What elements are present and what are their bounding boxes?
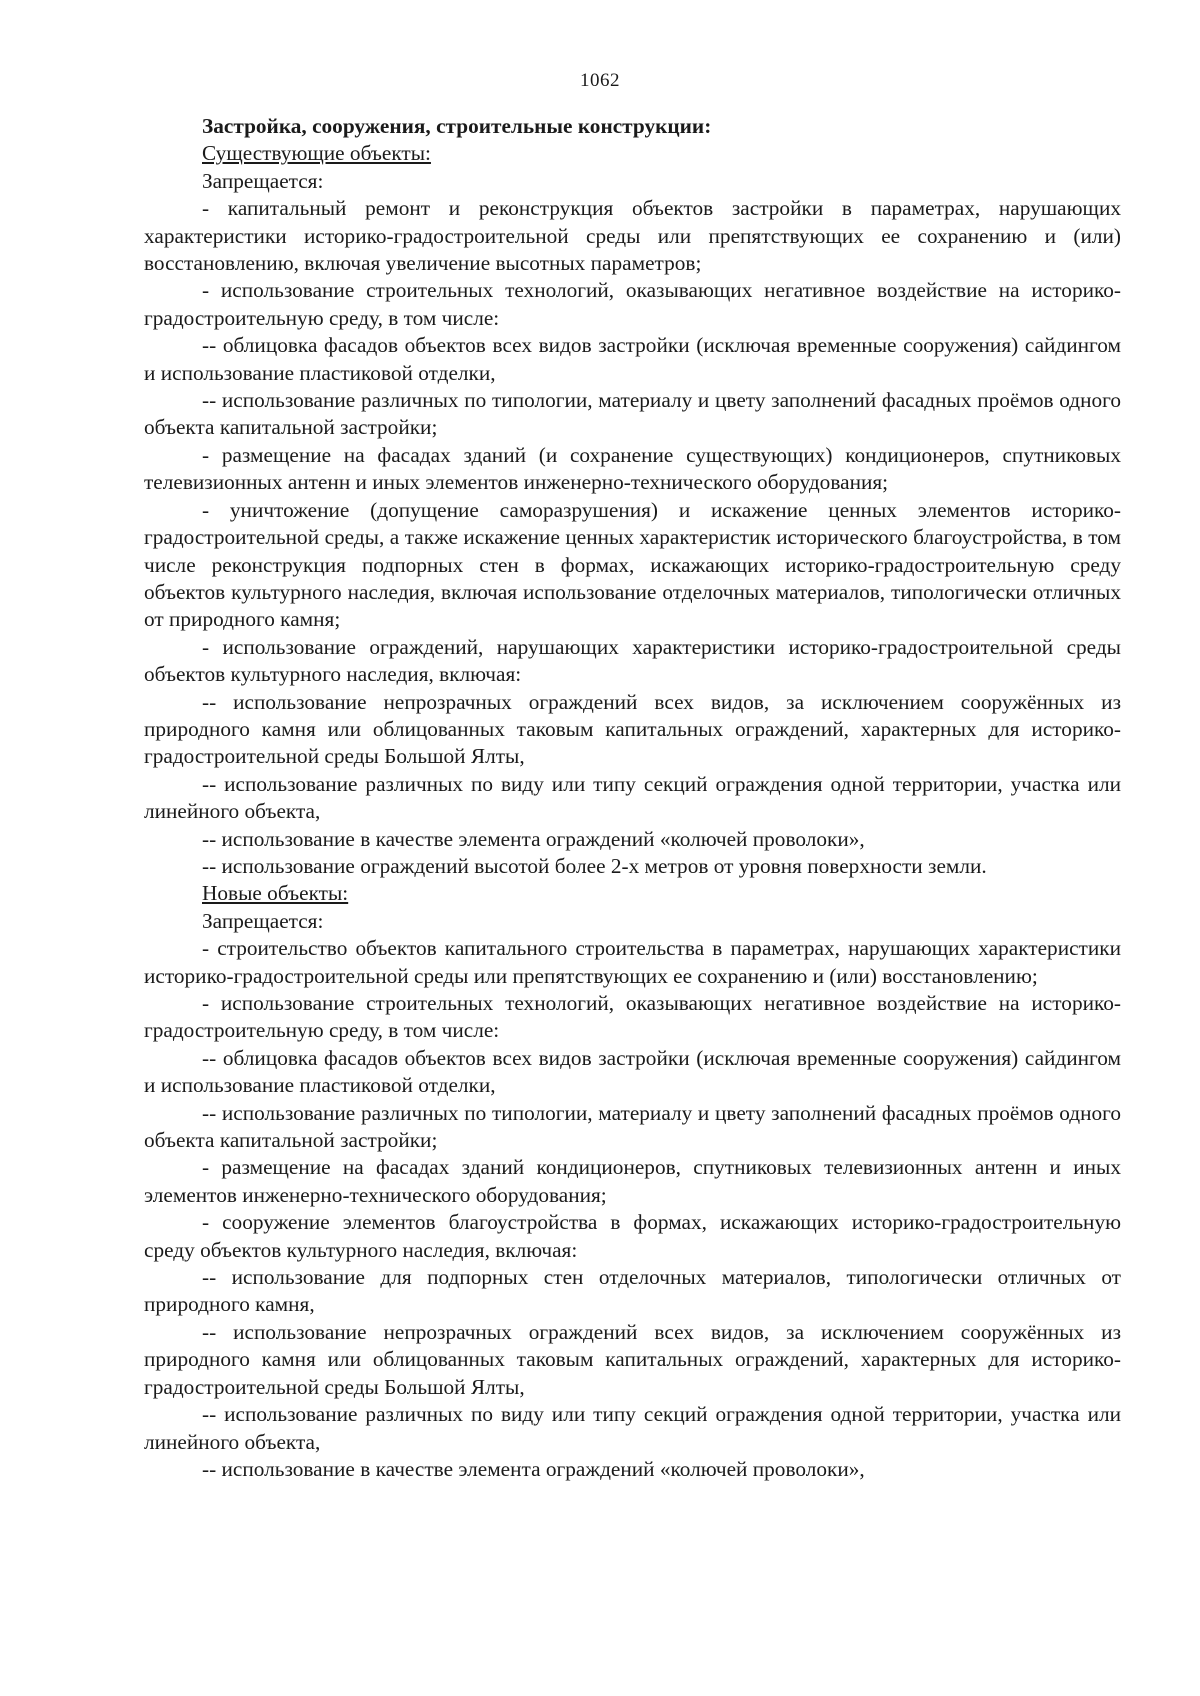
subsection-heading-new: Новые объекты: [202,881,349,906]
paragraph: -- использование непрозрачных ограждений всех видов, за исключением сооружённых из природного камня или облицованных таковым капитальных ограждений, характерных для историко-градостроительной среды Большой Ялты, [144,1319,1121,1399]
paragraph: - капитальный ремонт и реконструкция объектов застройки в параметрах, нарушающих характеристики историко-градостроительной среды или препятствующих ее сохранению и (или) восстановлению, включая увеличение высотных параметров; [144,196,1121,276]
paragraph: - уничтожение (допущение саморазрушения) и искажение ценных элементов историко-градостроительной среды, а также искажение ценных характеристик исторического благоустройства, в том числе реконструкция подпорных стен в формах, искажающих историко-градостроительную среду объектов культурного наследия, включая использование отделочных материалов, типологически отличных от природного камня; [144,497,1121,632]
paragraph: - размещение на фасадах зданий кондиционеров, спутниковых телевизионных антенн и иных элементов инженерно-технического оборудования; [144,1155,1121,1207]
paragraph: -- использование в качестве элемента ограждений «колючей проволоки», [202,826,865,851]
paragraph: Запрещается: [202,908,324,933]
paragraph: - сооружение элементов благоустройства в формах, искажающих историко-градостроительную среду объектов культурного наследия, включая: [144,1210,1121,1262]
paragraph: -- использование в качестве элемента ограждений «колючей проволоки», [202,1456,865,1481]
document-body [144,113,1121,1483]
section-heading: Застройка, сооружения, строительные конструкции: [202,114,712,138]
paragraph: -- использование для подпорных стен отделочных материалов, типологически отличных от природного камня, [144,1265,1121,1317]
paragraph: -- использование ограждений высотой более 2-х метров от уровня поверхности земли. [202,853,987,878]
paragraph: -- использование различных по типологии, материалу и цвету заполнений фасадных проёмов одного объекта капитальной застройки; [144,388,1121,440]
paragraph: -- использование непрозрачных ограждений всех видов, за исключением сооружённых из природного камня или облицованных таковым капитальных ограждений, характерных для историко-градостроительной среды Большой Ялты, [144,689,1121,769]
page-number: 1062 [580,70,620,91]
paragraph: Запрещается: [202,168,324,193]
paragraph: - использование строительных технологий, оказывающих негативное воздействие на историко-градостроительную среду, в том числе: [144,991,1121,1043]
paragraph: - размещение на фасадах зданий (и сохранение существующих) кондиционеров, спутниковых телевизионных антенн и иных элементов инженерно-технического оборудования; [144,442,1121,495]
paragraph: -- облицовка фасадов объектов всех видов застройки (исключая временные сооружения) сайдингом и использование пластиковой отделки, [144,333,1121,385]
paragraph: -- использование различных по виду или типу секций ограждения одной территории, участка или линейного объекта, [144,771,1121,824]
paragraph: - строительство объектов капитального строительства в параметрах, нарушающих характеристики историко-градостроительной среды или препятствующих ее сохранению и (или) восстановлению; [144,936,1121,988]
paragraph: - использование ограждений, нарушающих характеристики историко-градостроительной среды объектов культурного наследия, включая: [144,634,1121,687]
paragraph: -- использование различных по виду или типу секций ограждения одной территории, участка или линейного объекта, [144,1402,1121,1454]
paragraph: -- облицовка фасадов объектов всех видов застройки (исключая временные сооружения) сайдингом и использование пластиковой отделки, [144,1045,1121,1098]
paragraph: -- использование различных по типологии, материалу и цвету заполнений фасадных проёмов одного объекта капитальной застройки; [144,1100,1121,1153]
subsection-heading-existing: Существующие объекты: [202,141,431,166]
paragraph: - использование строительных технологий, оказывающих негативное воздействие на историко-градостроительную среду, в том числе: [144,278,1121,330]
